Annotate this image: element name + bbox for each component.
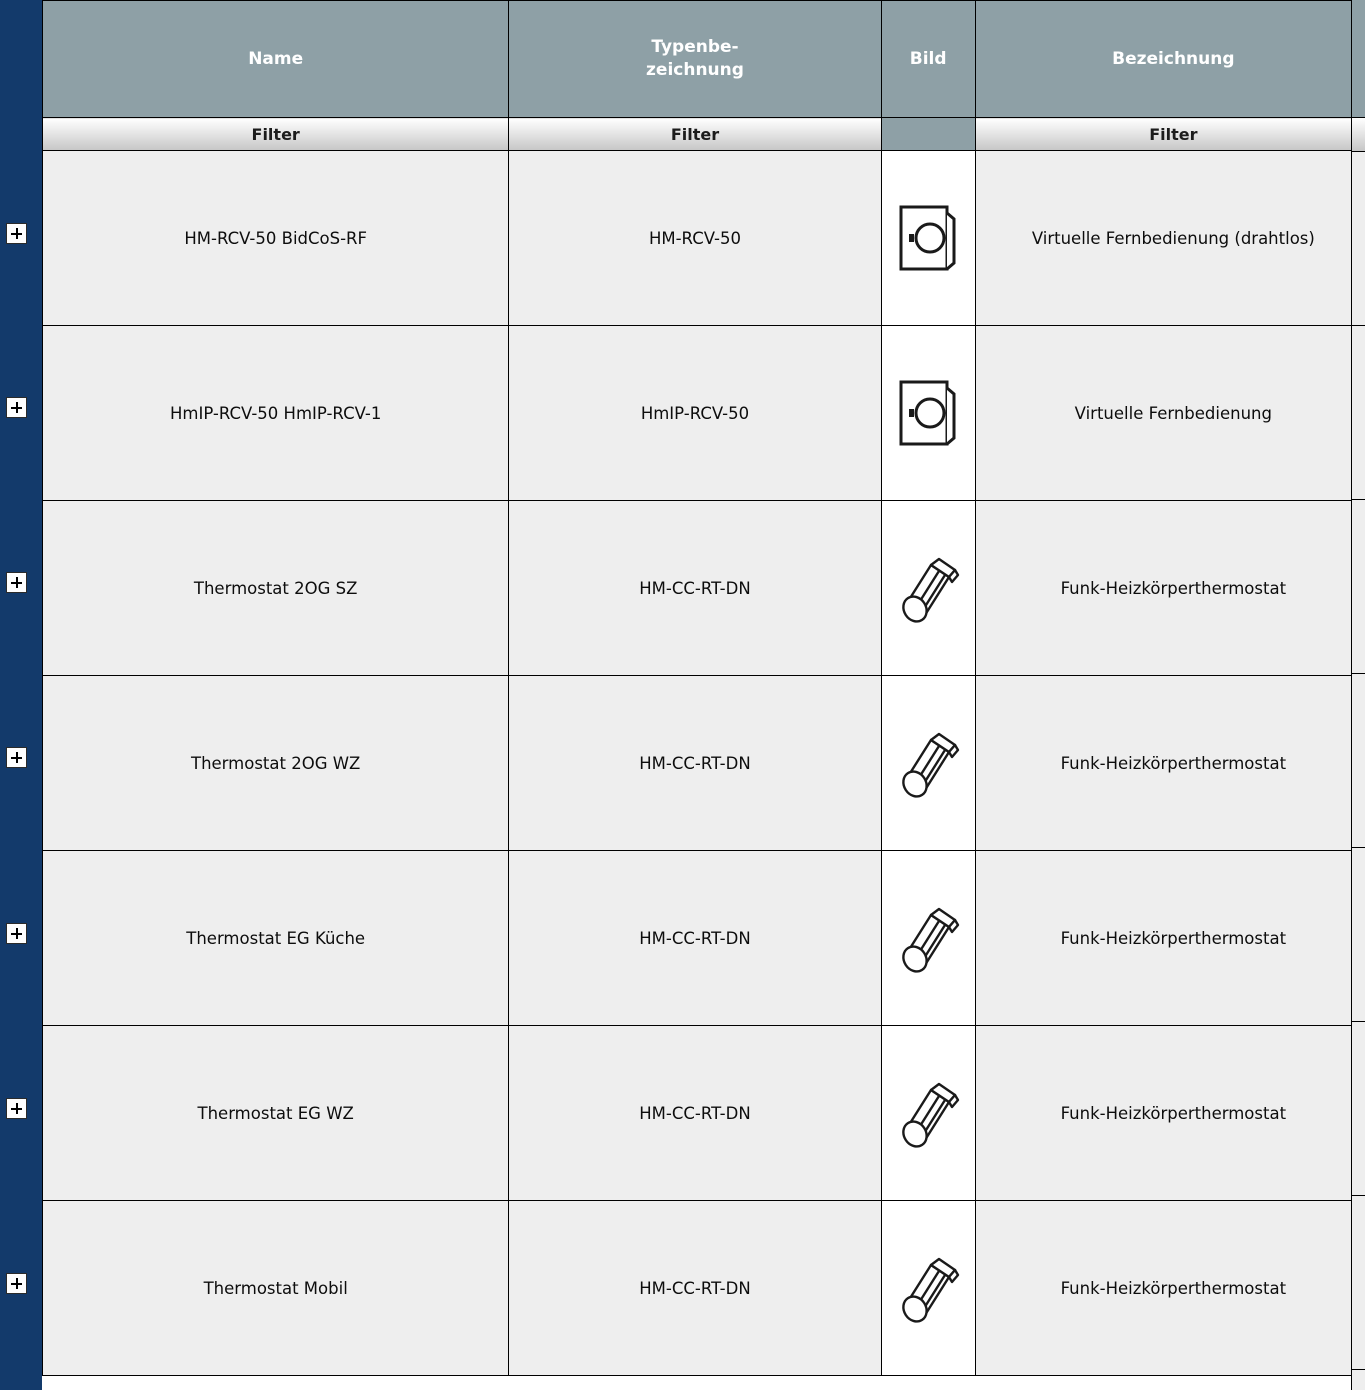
table-row[interactable]	[43, 1026, 1365, 1201]
left-sidebar-rail	[0, 0, 42, 1390]
cell-type: HmIP-RCV-50	[509, 326, 881, 501]
table-header	[43, 1, 1365, 151]
next-column-filter-partial	[1352, 118, 1365, 152]
table-row[interactable]	[43, 326, 1365, 501]
cell-name: Thermostat Mobil	[43, 1201, 509, 1376]
column-header-type[interactable]	[509, 1, 881, 118]
cell-bild	[881, 151, 975, 326]
cell-type: HM-CC-RT-DN	[509, 676, 881, 851]
column-header-type-label-line2: zeichnung	[646, 60, 744, 80]
table-row[interactable]	[43, 851, 1365, 1026]
cell-name: Thermostat EG WZ	[43, 1026, 509, 1201]
row-expand-toggle-6[interactable]	[6, 1273, 27, 1294]
device-table-scroll-area[interactable]	[42, 0, 1365, 1390]
cell-name: Thermostat 2OG SZ	[43, 501, 509, 676]
cell-bild	[881, 851, 975, 1026]
next-column-cell-partial	[1352, 1196, 1365, 1370]
table-row[interactable]	[43, 1201, 1365, 1376]
cell-bezeichnung: Funk-Heizkörperthermostat	[975, 1201, 1365, 1376]
next-column-cell-partial	[1352, 848, 1365, 1022]
radiator-thermostat-icon	[895, 549, 961, 627]
column-header-type-label-line1: Typenbe-	[651, 37, 739, 58]
cell-bild	[881, 326, 975, 501]
column-header-bild[interactable]	[881, 1, 975, 118]
cell-type: HM-CC-RT-DN	[509, 1026, 881, 1201]
filter-name[interactable]	[43, 118, 509, 151]
cell-bezeichnung: Funk-Heizkörperthermostat	[975, 501, 1365, 676]
radiator-thermostat-icon	[895, 1074, 961, 1152]
cell-type: HM-CC-RT-DN	[509, 851, 881, 1026]
next-column-cell-partial	[1352, 500, 1365, 674]
cell-bild	[881, 1201, 975, 1376]
row-expand-toggle-1[interactable]	[6, 397, 27, 418]
cell-bezeichnung: Funk-Heizkörperthermostat	[975, 676, 1365, 851]
next-column-cell-partial	[1352, 326, 1365, 500]
column-header-bezeichnung-label: Bezeichnung	[1112, 48, 1235, 69]
row-expand-toggle-0[interactable]	[6, 223, 27, 244]
remote-control-device-icon	[897, 376, 959, 450]
column-header-name[interactable]	[43, 1, 509, 118]
table-row[interactable]	[43, 151, 1365, 326]
filter-name-label: Filter	[251, 124, 300, 144]
cell-bild	[881, 1026, 975, 1201]
filter-bezeichnung-label: Filter	[1149, 124, 1198, 144]
cell-name: Thermostat 2OG WZ	[43, 676, 509, 851]
cell-type: HM-CC-RT-DN	[509, 1201, 881, 1376]
cell-bezeichnung: Funk-Heizkörperthermostat	[975, 851, 1365, 1026]
radiator-thermostat-icon	[895, 1249, 961, 1327]
radiator-thermostat-icon	[895, 899, 961, 977]
remote-control-device-icon	[897, 201, 959, 275]
column-header-bezeichnung[interactable]	[975, 1, 1365, 118]
filter-bezeichnung[interactable]	[975, 118, 1365, 151]
cell-bezeichnung: Virtuelle Fernbedienung	[975, 326, 1365, 501]
row-expand-toggle-4[interactable]	[6, 923, 27, 944]
cell-name: Thermostat EG Küche	[43, 851, 509, 1026]
column-header-bild-label: Bild	[909, 48, 947, 69]
filter-row	[43, 118, 1365, 151]
table-body	[43, 151, 1365, 1376]
cell-name: HM-RCV-50 BidCoS-RF	[43, 151, 509, 326]
device-table	[42, 0, 1365, 1376]
radiator-thermostat-icon	[895, 724, 961, 802]
filter-type[interactable]	[509, 118, 881, 151]
cell-bild	[881, 676, 975, 851]
cell-bezeichnung: Virtuelle Fernbedienung (drahtlos)	[975, 151, 1365, 326]
next-column-cell-partial	[1352, 152, 1365, 326]
next-column-cell-partial	[1352, 674, 1365, 848]
cell-type: HM-RCV-50	[509, 151, 881, 326]
next-column-header-partial	[1352, 0, 1365, 118]
row-expand-toggle-2[interactable]	[6, 572, 27, 593]
next-column-cell-partial	[1352, 1022, 1365, 1196]
cell-name: HmIP-RCV-50 HmIP-RCV-1	[43, 326, 509, 501]
cell-type: HM-CC-RT-DN	[509, 501, 881, 676]
next-column-partial	[1351, 0, 1365, 1390]
cell-bezeichnung: Funk-Heizkörperthermostat	[975, 1026, 1365, 1201]
row-expand-toggle-3[interactable]	[6, 747, 27, 768]
filter-type-label: Filter	[670, 124, 720, 144]
table-row[interactable]	[43, 676, 1365, 851]
table-row[interactable]	[43, 501, 1365, 676]
filter-bild-empty	[881, 118, 975, 151]
column-header-name-label: Name	[248, 48, 304, 69]
row-expand-toggle-5[interactable]	[6, 1098, 27, 1119]
cell-bild	[881, 501, 975, 676]
